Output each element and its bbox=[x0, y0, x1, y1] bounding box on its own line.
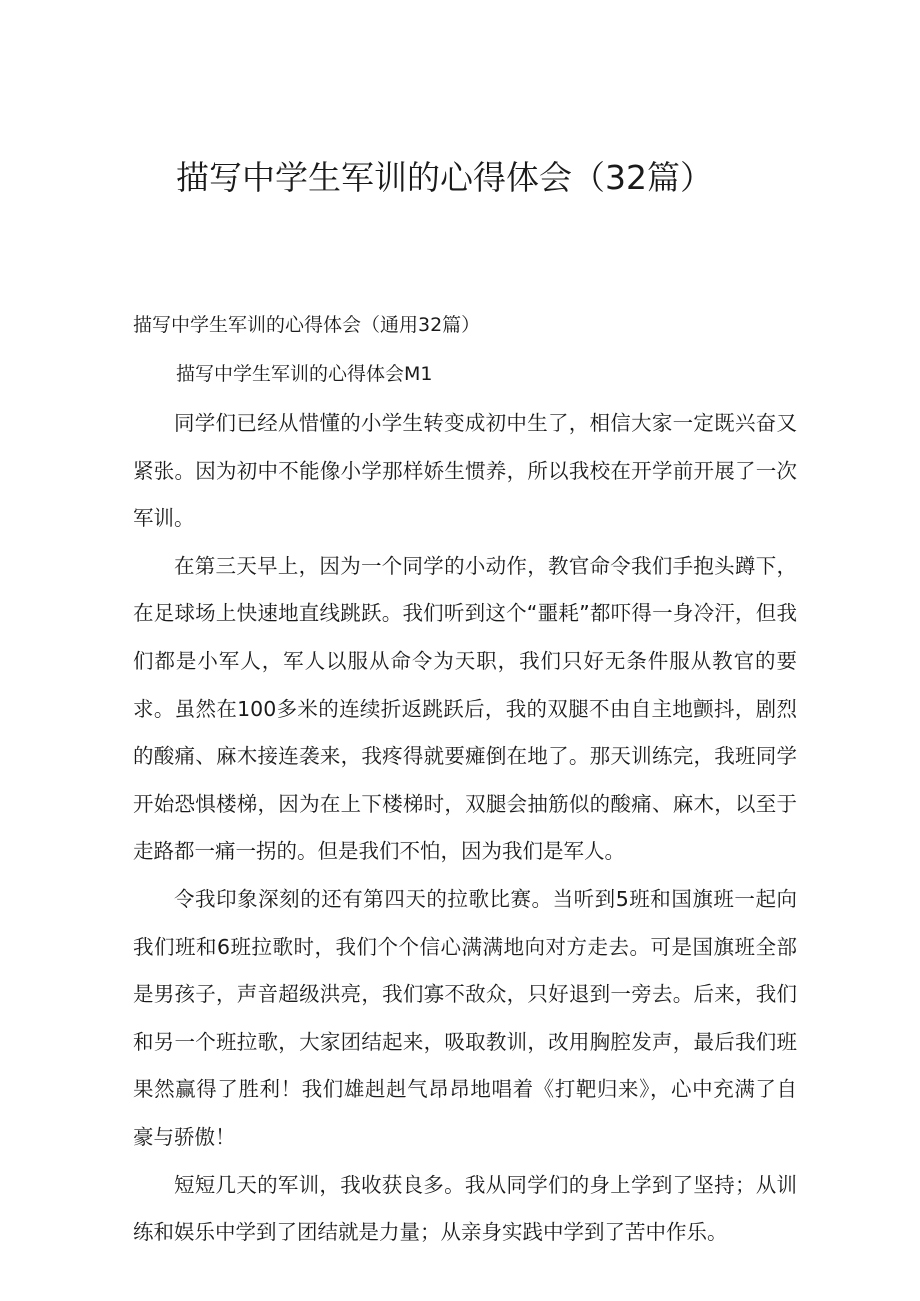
paragraph: 令我印象深刻的还有第四天的拉歌比赛。当听到5班和国旗班一起向我们班和6班拉歌时，我们个个信心满满地向对方走去。可是国旗班全部是男孩子，声音超级洪亮，我们寡不敌众，只好退到一旁去。后来，我们和另一个班拉歌，大家团结起来，吸取教训，改用胸腔发声，最后我们班果然赢得了胜利！我们雄赳赳气昂昂地唱着《打靶归来》，心中充满了自豪与骄傲！ bbox=[133, 886, 797, 1149]
document-title: 描写中学生军训的心得体会（32篇） bbox=[176, 158, 713, 197]
paragraph: 短短几天的军训，我收获良多。我从同学们的身上学到了坚持；从训练和娱乐中学到了团结就是力量；从亲身实践中学到了苦中作乐。 bbox=[133, 1172, 797, 1245]
paragraph: 在第三天早上，因为一个同学的小动作，教官命令我们手抱头蹲下，在足球场上快速地直线跳跃。我们听到这个“噩耗”都吓得一身冷汗，但我们都是小军人，军人以服从命令为天职，我们只好无条件服从教官的要求。虽然在100多米的连续折返跳跃后，我的双腿不由自主地颤抖，剧烈的酸痛、麻木接连袭来，我疼得就要瘫倒在地了。那天训练完，我班同学开始恐惧楼梯，因为在上下楼梯时，双腿会抽筋似的酸痛、麻木，以至于走路都一痛一拐的。但是我们不怕，因为我们是军人。 bbox=[133, 553, 797, 864]
section-heading: 描写中学生军训的心得体会M1 bbox=[176, 363, 433, 385]
document-subtitle: 描写中学生军训的心得体会（通用32篇） bbox=[133, 314, 481, 336]
document-body bbox=[133, 400, 797, 1257]
paragraph: 同学们已经从惜懂的小学生转变成初中生了，相信大家一定既兴奋又紧张。因为初中不能像小学那样娇生惯养，所以我校在开学前开展了一次军训。 bbox=[133, 411, 797, 531]
